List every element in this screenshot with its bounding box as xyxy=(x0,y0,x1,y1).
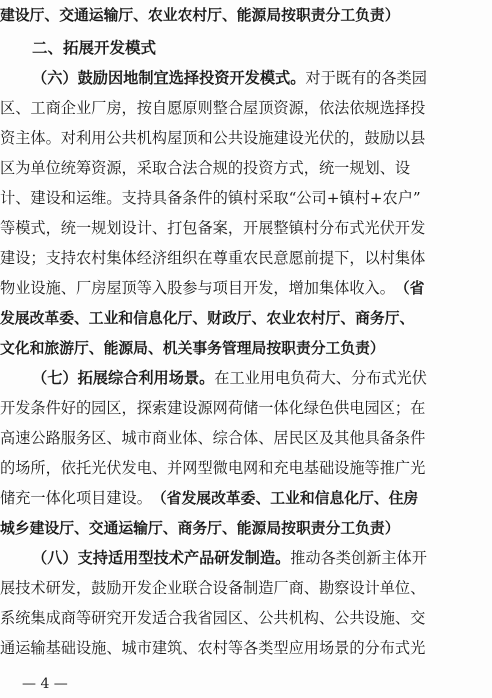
body-text: 通运输基础设施、城市建筑、农村等各类型应用场景的分布式光 xyxy=(0,639,426,657)
section-heading-text: 二、拓展开发模式 xyxy=(32,39,157,57)
body-text: 等模式，统一规划设计、打包备案，开展整镇村分布式光伏开发 xyxy=(0,219,426,237)
section-heading xyxy=(0,33,492,63)
responsibility-text: 发展改革委、工业和信息化厅、财政厅、农业农村厅、商务厅、 xyxy=(0,310,415,327)
paragraph-7-text: 在工业用电负荷大、分布式光伏 xyxy=(214,369,427,387)
responsibility-text: （省发展改革委、工业和信息化厅、住房 xyxy=(151,490,419,507)
text-line-7 xyxy=(0,183,492,213)
text-line-11 xyxy=(0,303,492,333)
body-text: 开发条件好的园区，探索建设源网荷储一体化绿色供电园区；在 xyxy=(0,399,426,417)
body-text: 储充一体化项目建设。 xyxy=(0,489,152,507)
text-line-9 xyxy=(0,243,492,273)
text-line-17 xyxy=(0,483,492,513)
paragraph-8-text: 推动各类创新主体开 xyxy=(290,549,427,567)
body-text: 区为单位统筹资源，采取合法合规的投资方式，统一规划、设 xyxy=(0,159,411,177)
text-line-5 xyxy=(0,123,492,153)
body-text: 的场所，依托光伏发电、并网型微电网和充电基础设施等推广光 xyxy=(0,459,426,477)
body-text: 建设；支持农村集体经济组织在尊重农民意愿前提下，以村集体 xyxy=(0,249,426,267)
body-text: 高速公路服务区、城市商业体、综合体、居民区及其他具备条件 xyxy=(0,429,426,447)
body-text: 物业设施、厂房屋顶等入股参与项目开发，增加集体收入。 xyxy=(0,279,395,297)
text-line-12 xyxy=(0,333,492,363)
body-text: 区、工商企业厂房，按自愿原则整合屋顶资源，依法依规选择投 xyxy=(0,99,426,117)
text-line-14 xyxy=(0,393,492,423)
text-line-4 xyxy=(0,93,492,123)
page-number: — 4 — xyxy=(22,676,68,692)
paragraph-6-lead: （六）鼓励因地制宜选择投资开发模式。 xyxy=(32,69,306,87)
text-line-20 xyxy=(0,573,492,603)
text-line-6 xyxy=(0,153,492,183)
body-text: 展技术研发，鼓励开发企业联合设备制造厂商、勘察设计单位、 xyxy=(0,579,426,597)
text-line-18 xyxy=(0,513,492,543)
body-text: 计、建设和运维。支持具备条件的镇村采取“公司+镇村+农户” xyxy=(0,189,421,207)
text-line-22 xyxy=(0,633,492,663)
responsibility-text: 建设厅、交通运输厅、农业农村厅、能源局按职责分工负责） xyxy=(0,7,400,24)
body-text: 资主体。对利用公共机构屋顶和公共设施建设光伏的，鼓励以县 xyxy=(0,129,426,147)
paragraph-7-first-line xyxy=(0,363,492,393)
paragraph-6-text: 对于既有的各类园 xyxy=(305,69,427,87)
body-text: 系统集成商等研究开发适合我省园区、公共机构、公共设施、交 xyxy=(0,609,426,627)
text-line-1 xyxy=(0,0,492,30)
paragraph-8-first-line xyxy=(0,543,492,573)
paragraph-8-lead: （八）支持适用型技术产品研发制造。 xyxy=(32,549,291,567)
paragraph-7-lead: （七）拓展综合利用场景。 xyxy=(32,369,215,387)
text-line-8 xyxy=(0,213,492,243)
text-line-15 xyxy=(0,423,492,453)
text-line-21 xyxy=(0,603,492,633)
responsibility-text: （省 xyxy=(394,280,425,297)
responsibility-text: 城乡建设厅、交通运输厅、商务厅、能源局按职责分工负责） xyxy=(0,520,400,537)
text-line-16 xyxy=(0,453,492,483)
text-line-10 xyxy=(0,273,492,303)
paragraph-6-first-line xyxy=(0,63,492,93)
responsibility-text: 文化和旅游厅、能源局、机关事务管理局按职责分工负责） xyxy=(0,340,385,357)
